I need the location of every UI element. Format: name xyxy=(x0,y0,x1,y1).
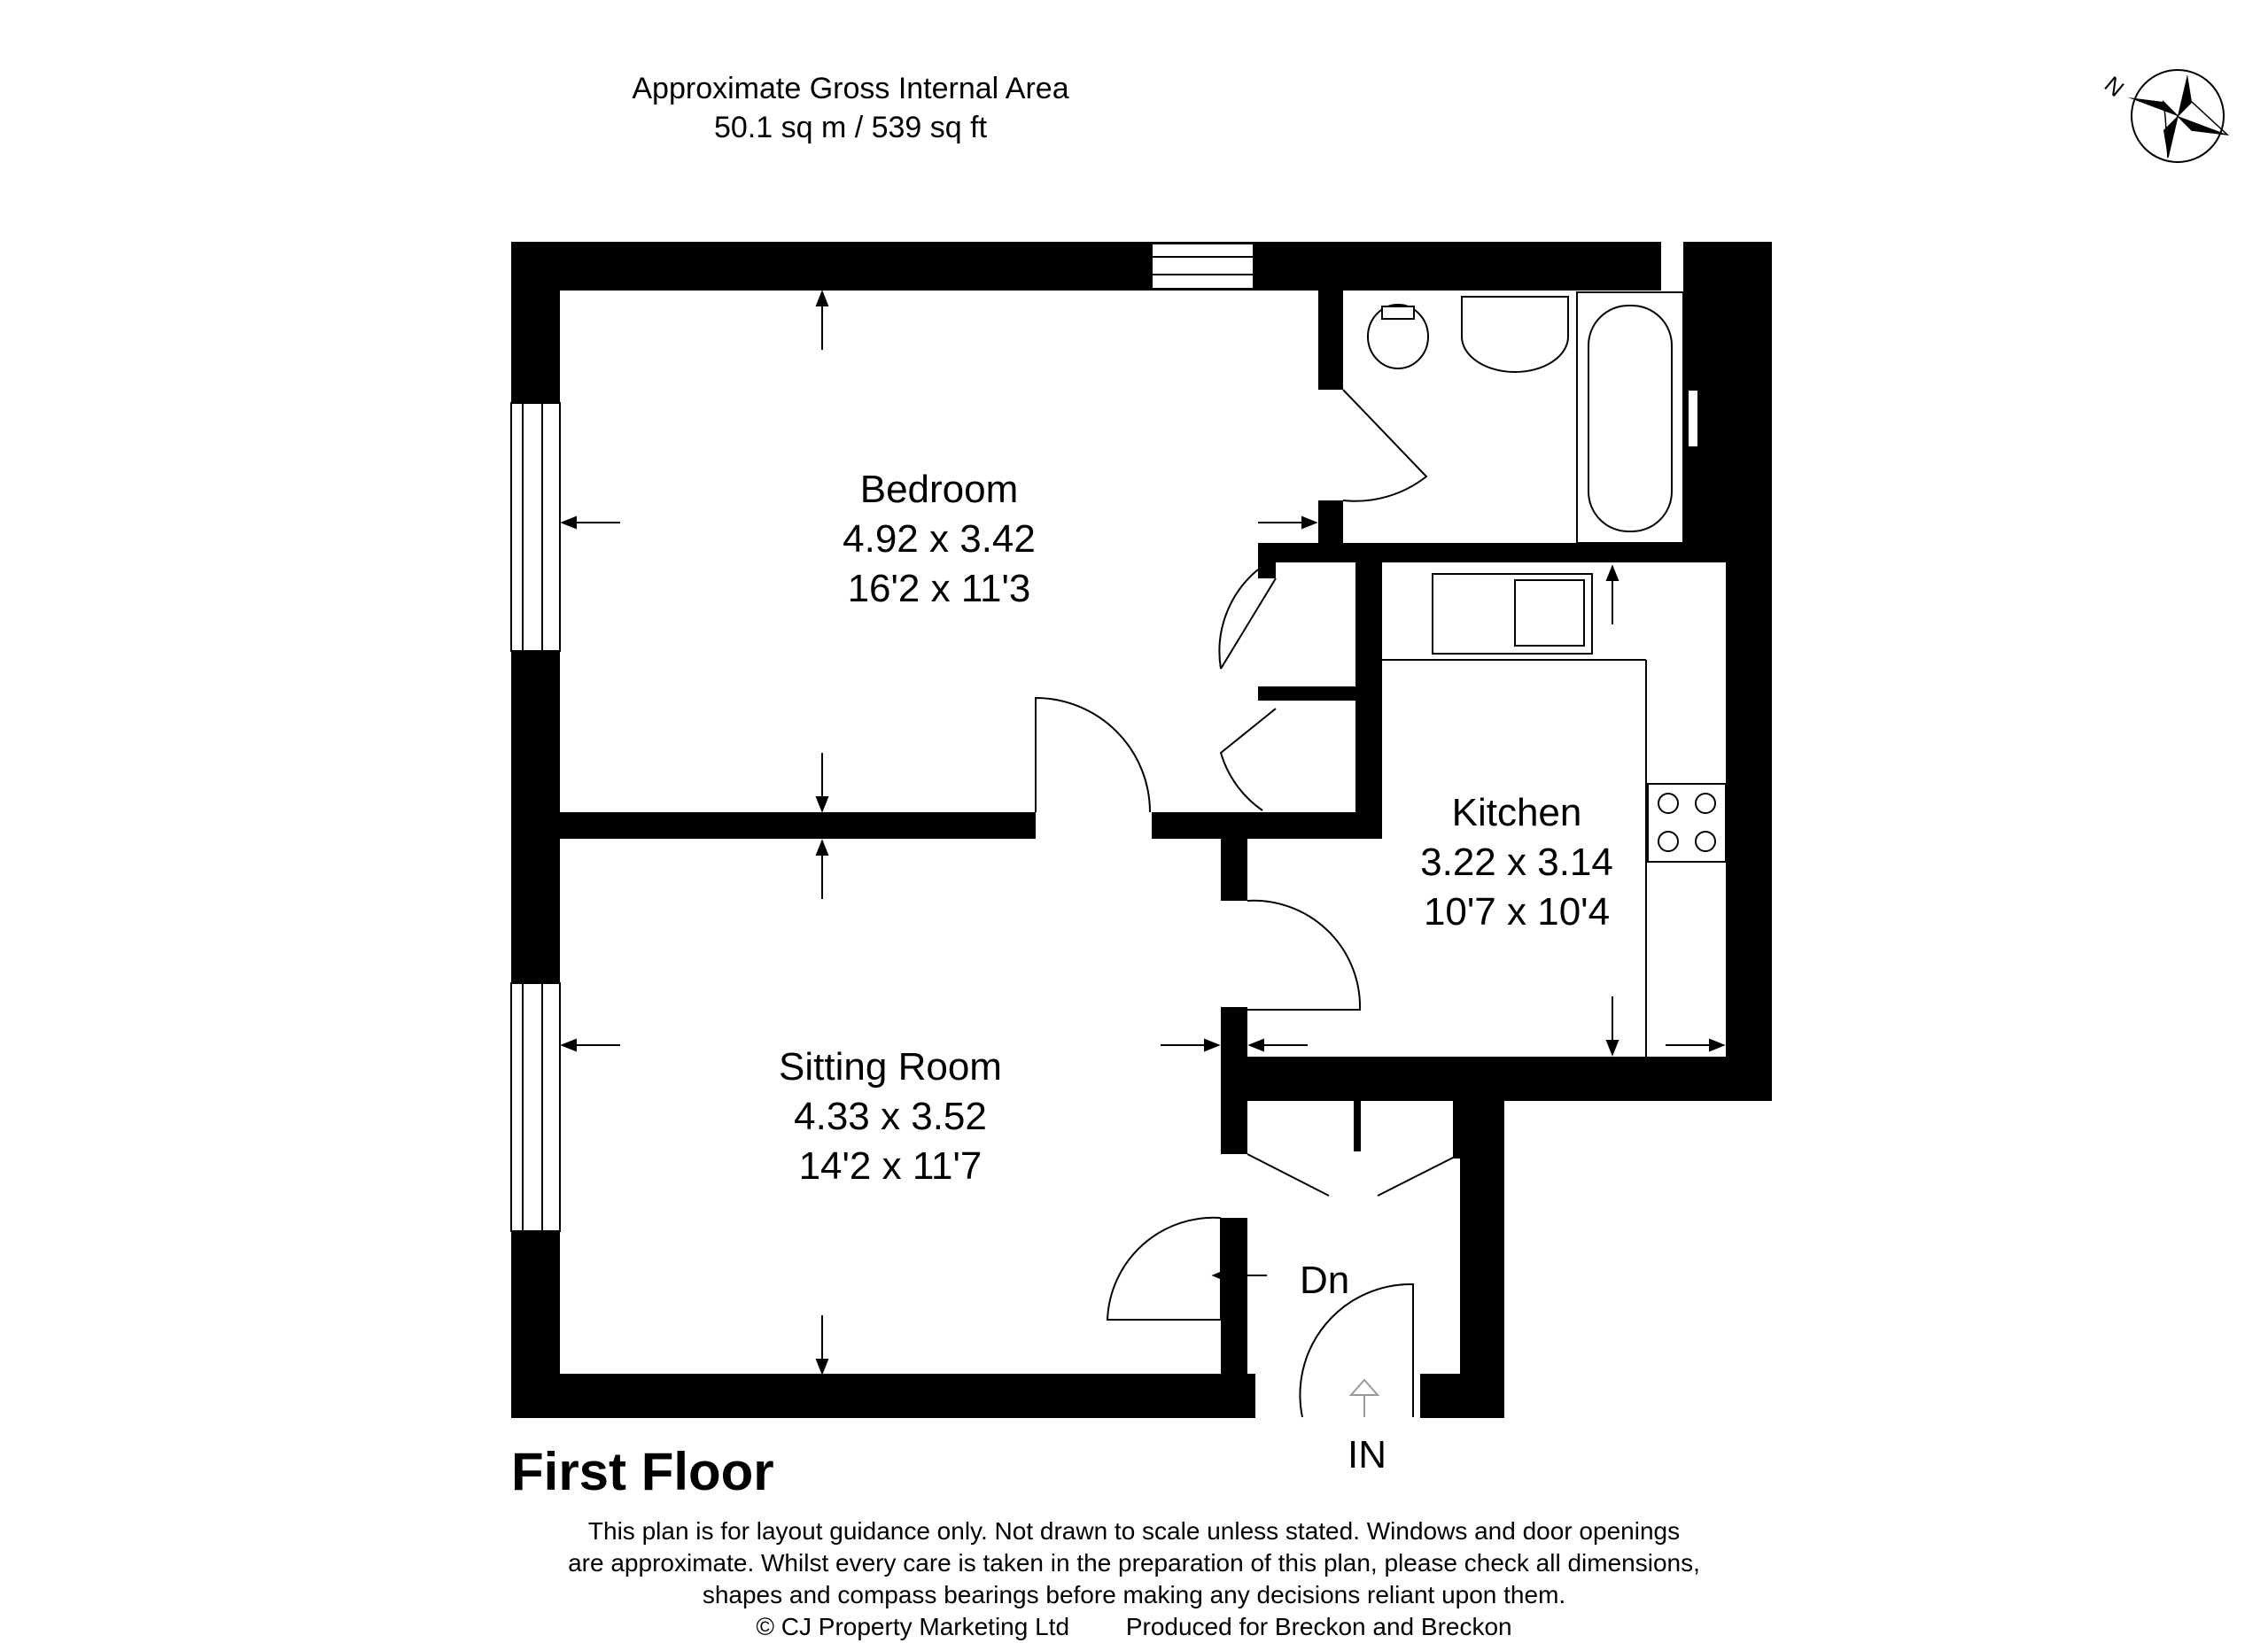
room-sitting xyxy=(779,1042,1002,1191)
credits xyxy=(0,1611,2268,1643)
room-name: Kitchen xyxy=(1451,791,1582,834)
fixtures xyxy=(1368,292,1726,1057)
room-metric: 3.22 x 3.14 xyxy=(1420,841,1613,884)
disclaimer-line-2: are approximate. Whilst every care is taken in the preparation of this plan, please check all dimensions, xyxy=(568,1549,1700,1577)
room-kitchen xyxy=(1420,788,1613,937)
entrance-arrow-icon xyxy=(1351,1380,1378,1417)
area-title: Approximate Gross Internal Area xyxy=(632,72,1069,105)
disclaimer-line-3: shapes and compass bearings before making any decisions reliant upon them. xyxy=(702,1581,1566,1608)
room-metric: 4.33 x 3.52 xyxy=(794,1095,987,1138)
area-value: 50.1 sq m / 539 sq ft xyxy=(713,111,988,144)
room-metric: 4.92 x 3.42 xyxy=(843,517,1036,561)
disclaimer-line-1: This plan is for layout guidance only. Not drawn to scale unless stated. Windows and door openings xyxy=(587,1517,1681,1545)
room-imperial: 10'7 x 10'4 xyxy=(1423,890,1611,934)
hob-icon xyxy=(1648,784,1726,862)
compass-north-label: N xyxy=(2099,71,2130,103)
basin-icon xyxy=(1462,297,1568,372)
room-imperial: 14'2 x 11'7 xyxy=(798,1144,983,1188)
copyright: © CJ Property Marketing Ltd xyxy=(756,1613,1070,1640)
entrance-label: IN xyxy=(1348,1433,1386,1476)
room-name: Bedroom xyxy=(859,468,1019,511)
room-name: Sitting Room xyxy=(779,1045,1002,1089)
room-bedroom xyxy=(843,465,1036,614)
disclaimer xyxy=(0,1515,2268,1643)
produced-for: Produced for Breckon and Breckon xyxy=(1125,1613,1512,1640)
room-imperial: 16'2 x 11'3 xyxy=(847,567,1031,610)
stairs-label: Dn xyxy=(1300,1259,1350,1302)
floor-title: First Floor xyxy=(511,1442,774,1501)
